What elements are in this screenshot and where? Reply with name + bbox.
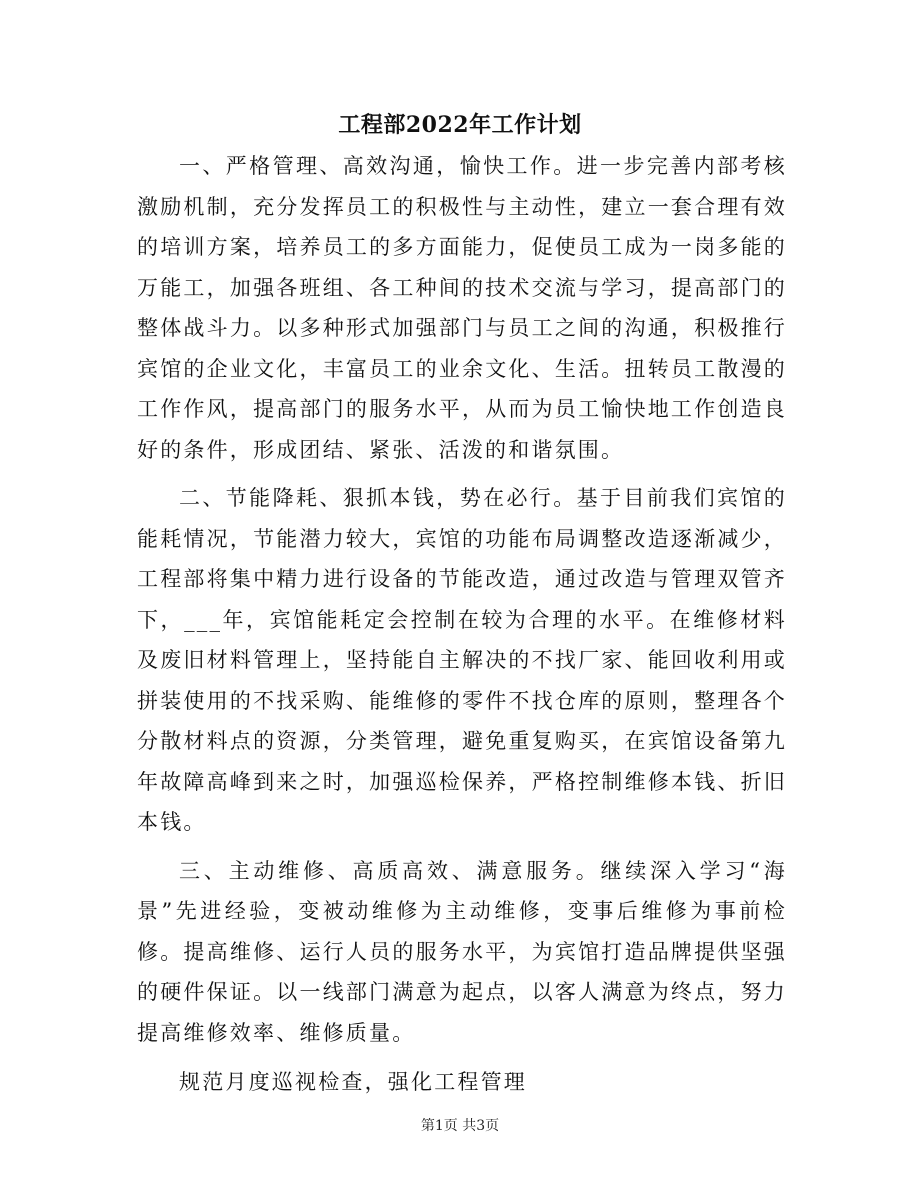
paragraph-1: 一、严格管理、高效沟通，愉快工作。进一步完善内部考核激励机制，充分发挥员工的积极性与主动性，建立一套合理有效的培训方案，培养员工的多方面能力，促使员工成为一岗多能的万能工，加强各班组、各工种间的技术交流与学习，提高部门的整体战斗力。以多种形式加强部门与员工之间的沟通，积极推行宾馆的企业文化，丰富员工的业余文化、生活。扭转员工散漫的工作作风，提高部门的服务水平，从而为员工愉快地工作创造良好的条件，形成团结、紧张、活泼的和谐氛围。 xyxy=(137,154,787,462)
paragraph-3: 三、主动维修、高质高效、满意服务。继续深入学习“海景”先进经验，变被动维修为主动维修，变事后维修为事前检修。提高维修、运行人员的服务水平，为宾馆打造品牌提供坚强的硬件保证。以一线部门满意为起点，以客人满意为终点，努力提高维修效率、维修质量。 xyxy=(137,858,787,1045)
paragraph-2: 二、节能降耗、狠抓本钱，势在必行。基于目前我们宾馆的能耗情况，节能潜力较大，宾馆的功能布局调整改造逐渐减少，工程部将集中精力进行设备的节能改造，通过改造与管理双管齐下，___年，宾馆能耗定会控制在较为合理的水平。在维修材料及废旧材料管理上，坚持能自主解决的不找厂家、能回收利用或拼装使用的不找采购、能维修的零件不找仓库的原则，整理各个分散材料点的资源，分类管理，避免重复购买，在宾馆设备第九年故障高峰到来之时，加强巡检保养，严格控制维修本钱、折旧本钱。 xyxy=(137,486,787,834)
page-indicator: 第1页 共3页 xyxy=(420,1118,500,1134)
document-title: 工程部2022年工作计划 xyxy=(338,112,582,138)
document-body xyxy=(137,146,787,1103)
paragraph-4: 规范月度巡视检查，强化工程管理 xyxy=(179,1070,527,1094)
